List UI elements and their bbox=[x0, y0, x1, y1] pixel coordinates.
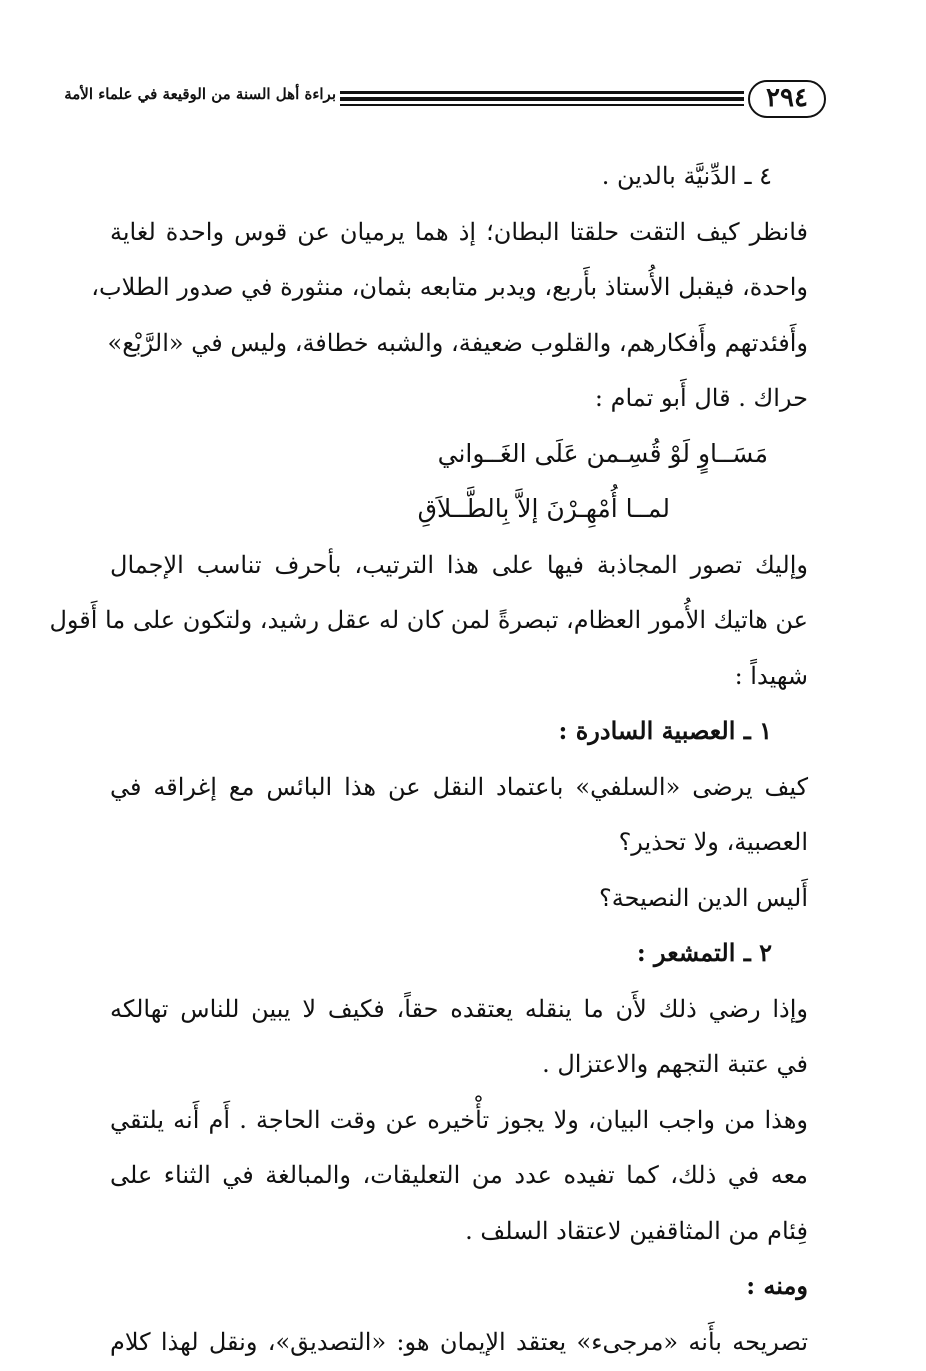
paragraph-line: معه في ذلك، كما تفيده عدد من التعليقات، والمبالغة في الثناء على bbox=[110, 1149, 808, 1205]
header-rule bbox=[340, 91, 744, 94]
running-title: براءة أهل السنة من الوقيعة في علماء الأمة bbox=[88, 85, 336, 103]
paragraph-line: وأَفئدتهم وأَفكارهم، والقلوب ضعيفة، والشبه خطافة، وليس في «الرَّبْع» bbox=[110, 317, 808, 373]
paragraph-line: وإذا رضي ذلك لأَن ما ينقله يعتقده حقاً، فكيف لا يبين للناس تهالكه bbox=[110, 983, 808, 1039]
paragraph-line: فِئام من المثاقفين لاعتقاد السلف . bbox=[110, 1205, 808, 1261]
verse-line: لمــا أُمْهِـرْنَ إلاَّ بِالطَّــلاَقِ bbox=[110, 483, 808, 539]
verse-line: مَسَــاوٍ لَوْ قُسِـمن عَلَى الغَــواني bbox=[110, 428, 808, 484]
paragraph-line: وهذا من واجب البيان، ولا يجوز تأْخيره عن وقت الحاجة . أَم أَنه يلتقي bbox=[110, 1094, 808, 1150]
paragraph-line: واحدة، فيقبل الأُستاذ بأَربع، ويدبر متابعه بثمان، منثورة في صدور الطلاب، bbox=[110, 261, 808, 317]
list-item-heading: ١ ـ العصبية السادرة : bbox=[110, 705, 808, 761]
paragraph-line: عن هاتيك الأُمور العظام، تبصرةً لمن كان له عقل رشيد، ولتكون على ما أَقول bbox=[110, 594, 808, 650]
page-number: ٢٩٤ bbox=[748, 80, 826, 118]
paragraph-line: حراك . قال أَبو تمام : bbox=[110, 372, 808, 428]
page-body bbox=[110, 150, 808, 1371]
paragraph-line: في عتبة التجهم والاعتزال . bbox=[110, 1038, 808, 1094]
paragraph-line: وإليك تصور المجاذبة فيها على هذا الترتيب، بأحرف تناسب الإجمال bbox=[110, 539, 808, 595]
paragraph-line: شهيداً : bbox=[110, 650, 808, 706]
paragraph-line: تصريحه بأَنه «مرجىء» يعتقد الإيمان هو: «التصديق»، ونقل لهذا كلام bbox=[110, 1316, 808, 1371]
paragraph-line: فانظر كيف التقت حلقتا البطان؛ إذ هما يرميان عن قوس واحدة لغاية bbox=[110, 206, 808, 262]
header-rule bbox=[340, 104, 744, 106]
paragraph-line: العصبية، ولا تحذير؟ bbox=[110, 816, 808, 872]
page-header bbox=[88, 76, 813, 122]
paragraph-line: أَليس الدين النصيحة؟ bbox=[110, 872, 808, 928]
subheading: ومنه : bbox=[110, 1260, 808, 1316]
list-item-heading: ٤ ـ الدِّنيَّة بالدين . bbox=[110, 150, 808, 206]
header-rule bbox=[340, 97, 744, 101]
paragraph-line: كيف يرضى «السلفي» باعتماد النقل عن هذا البائس مع إغراقه في bbox=[110, 761, 808, 817]
list-item-heading: ٢ ـ التمشعر : bbox=[110, 927, 808, 983]
